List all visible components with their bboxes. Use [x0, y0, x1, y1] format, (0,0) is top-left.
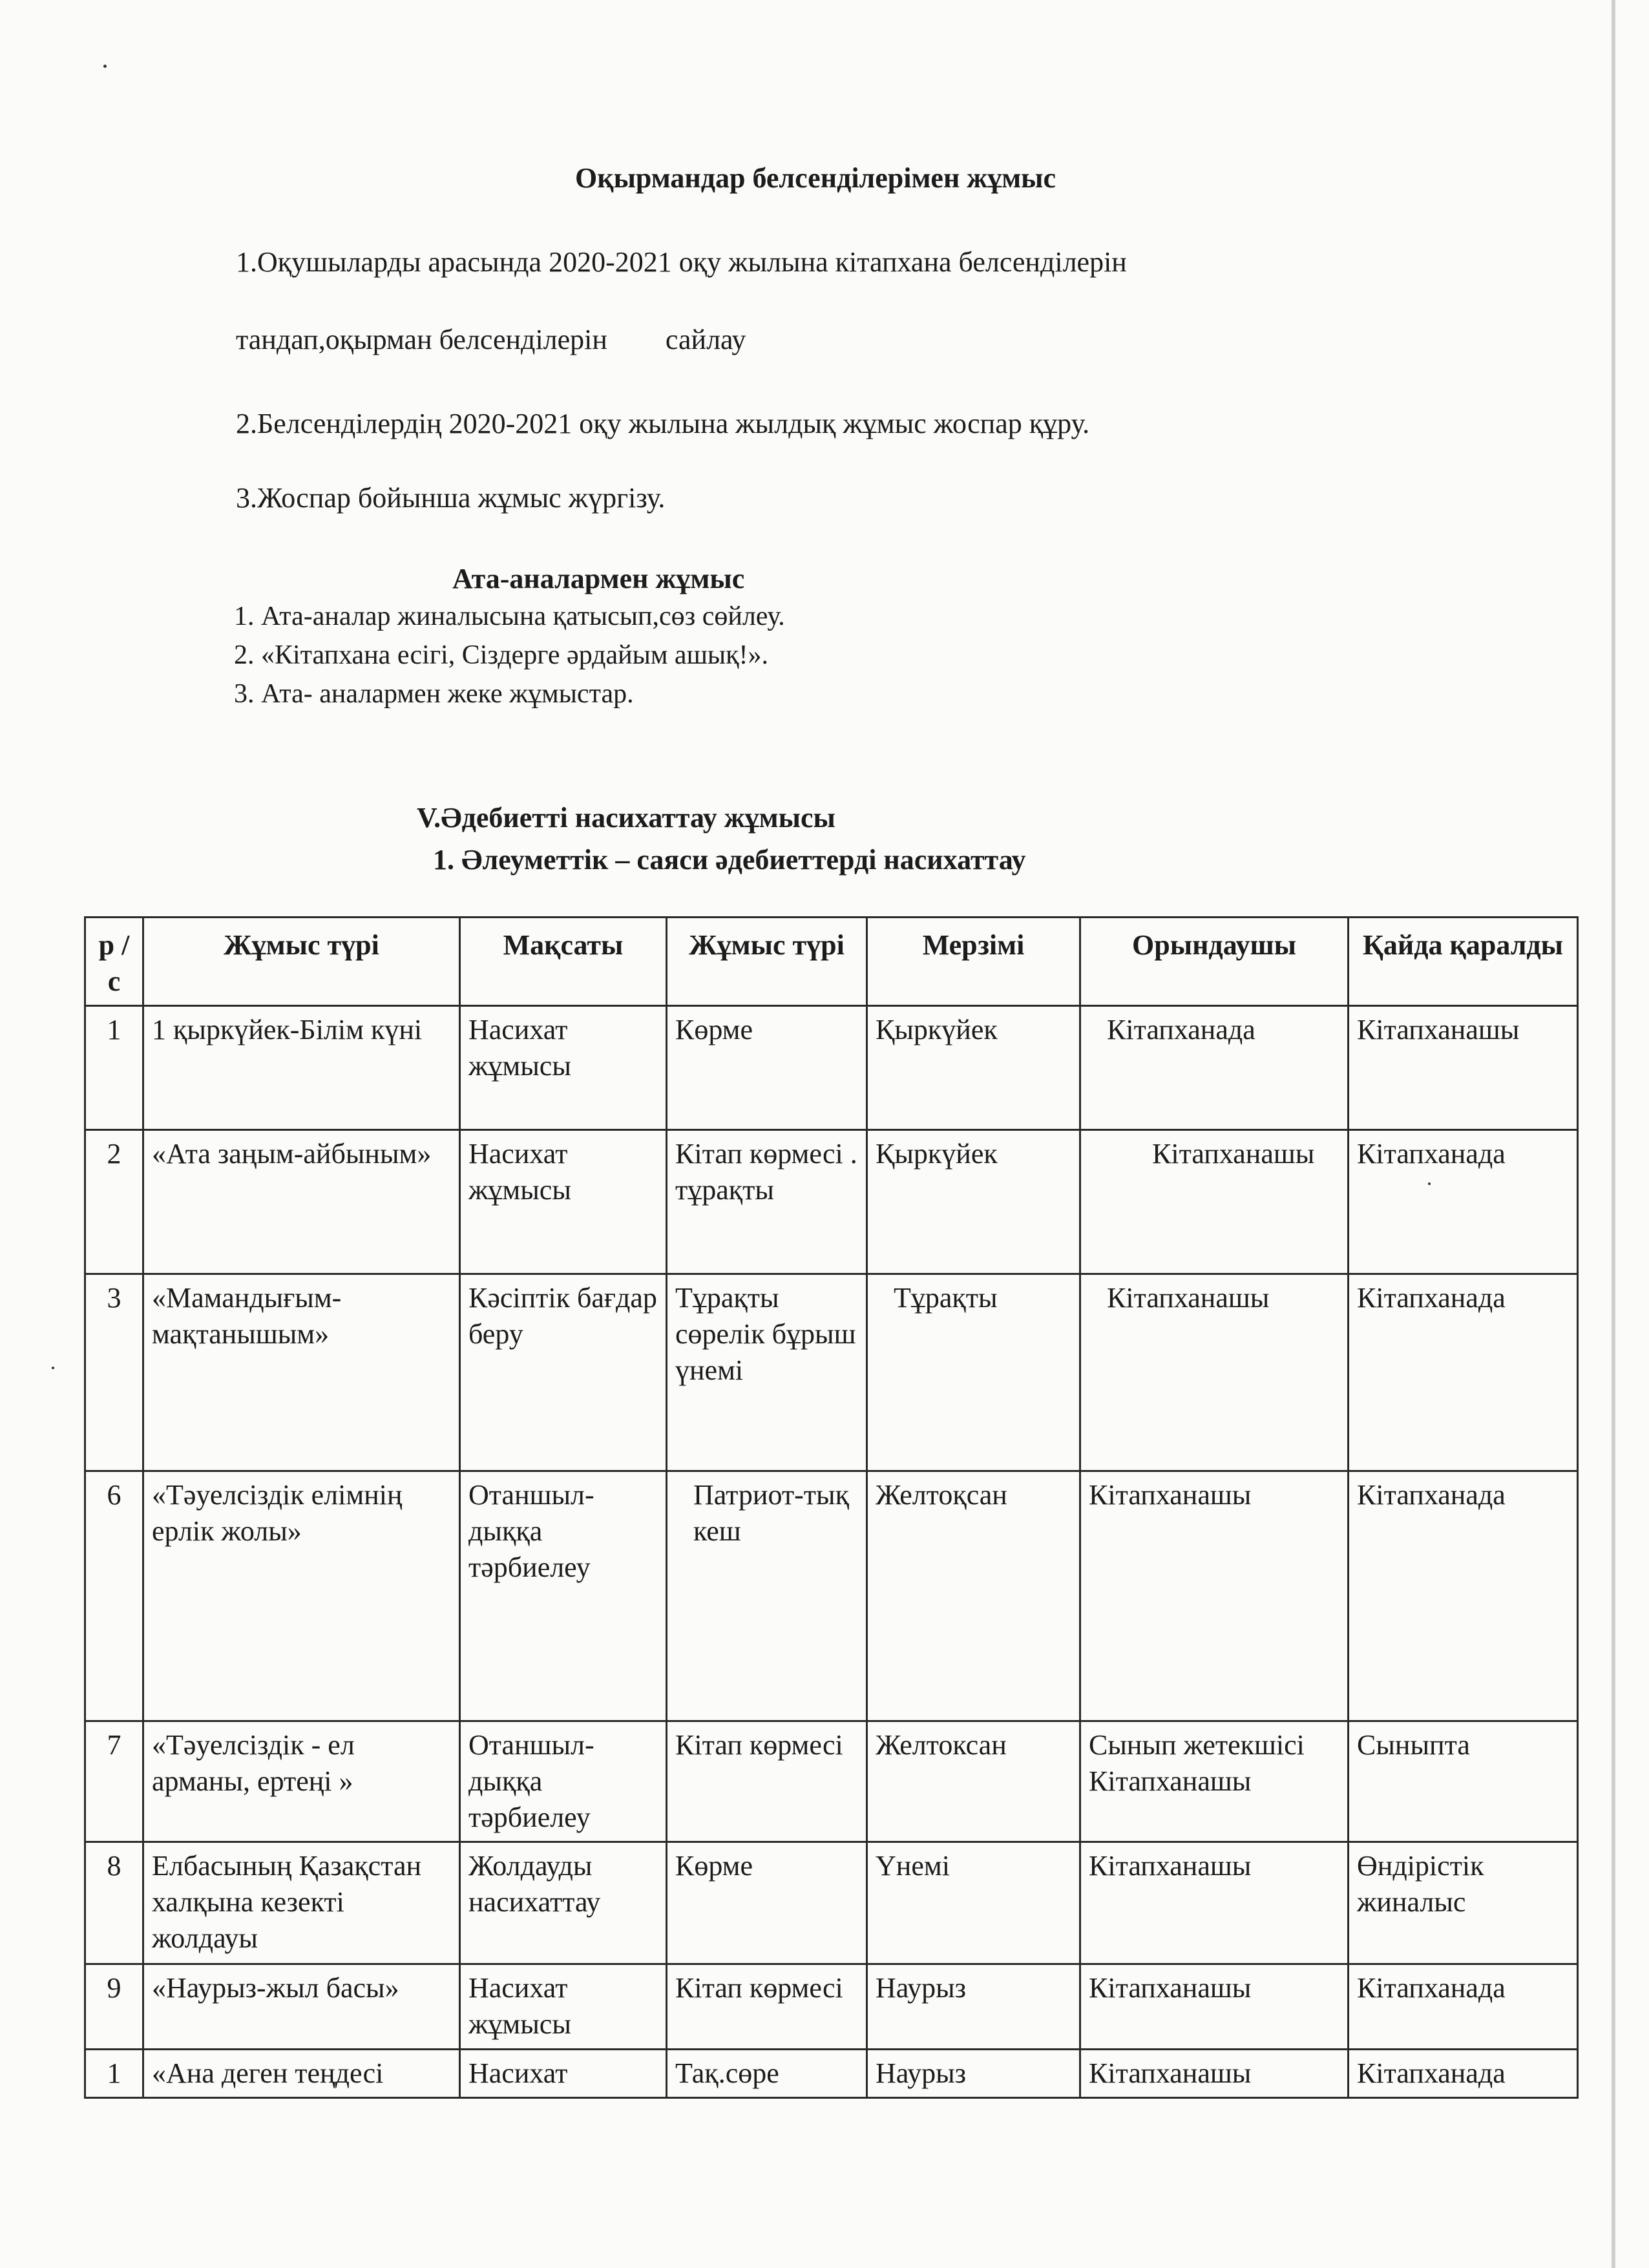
cell-work-title: «Ата заңым-айбыным»: [143, 1130, 460, 1274]
cell-work-title: 1 қыркүйек-Білім күні: [143, 1006, 460, 1130]
section-literature-title: V.Әдебиетті насихаттау жұмысы: [417, 802, 835, 834]
cell-work-type: Көрме: [667, 1842, 867, 1964]
cell-reviewed-at: Кітапханада: [1349, 1964, 1578, 2050]
section-readers-title: Оқырмандар белсенділерімен жұмыс: [575, 162, 1056, 194]
parents-item-3: 3. Ата- аналармен жеке жұмыстар.: [234, 679, 634, 709]
cell-reviewed-at: Кітапханада: [1349, 1274, 1578, 1471]
readers-item-1b-part2: сайлау: [665, 324, 746, 355]
cell-reviewed-at: Сыныпта: [1349, 1721, 1578, 1842]
table-row: [85, 1842, 1578, 1964]
cell-period: Желтоксан: [867, 1721, 1080, 1842]
table-row: [85, 1130, 1578, 1274]
cell-executor: Сынып жетекшісі Кітапханашы: [1080, 1721, 1349, 1842]
table-header-row: [85, 918, 1578, 1006]
cell-work-type: Патриот-тық кеш: [667, 1471, 867, 1721]
cell-work-type: Тақ.сөре: [667, 2050, 867, 2098]
cell-work-type: Кітап көрмесі . тұрақты: [667, 1130, 867, 1274]
readers-item-1b: [236, 323, 746, 356]
cell-purpose: Кәсіптік бағдар беру: [460, 1274, 667, 1471]
cell-work-type: Көрме: [667, 1006, 867, 1130]
table-row: [85, 1471, 1578, 1721]
cell-executor: Кітапханашы: [1080, 1964, 1349, 2050]
cell-period: Қыркүйек: [867, 1130, 1080, 1274]
scan-edge: [1612, 0, 1615, 2268]
cell-period: Үнемі: [867, 1842, 1080, 1964]
cell-work-title: Елбасының Қазақстан халқына кезекті жолдауы: [143, 1842, 460, 1964]
cell-purpose: Насихат: [460, 2050, 667, 2098]
cell-number: 8: [85, 1842, 143, 1964]
header-period: Мерзімі: [867, 918, 1080, 1006]
cell-work-type: Тұрақты сөрелік бұрыш үнемі: [667, 1274, 867, 1471]
cell-executor: Кітапханашы: [1080, 1842, 1349, 1964]
cell-number: 9: [85, 1964, 143, 2050]
cell-number: 1: [85, 2050, 143, 2098]
cell-executor: Кітапханада: [1080, 1006, 1349, 1130]
parents-item-1: 1. Ата-аналар жиналысына қатысып,сөз сөйлеу.: [234, 602, 785, 631]
cell-work-title: «Мамандығым-мақтанышым»: [143, 1274, 460, 1471]
cell-work-title: «Наурыз-жыл басы»: [143, 1964, 460, 2050]
header-work-type: Жұмыс түрі: [667, 918, 867, 1006]
cell-reviewed-at: Кітапханашы: [1349, 1006, 1578, 1130]
header-work-title: Жұмыс түрі: [143, 918, 460, 1006]
cell-purpose: Насихат жұмысы: [460, 1130, 667, 1274]
cell-reviewed-at: Өндірістік жиналыс: [1349, 1842, 1578, 1964]
parents-item-2: 2. «Кітапхана есігі, Сіздерге әрдайым ашық!».: [234, 640, 769, 670]
table-row: [85, 2050, 1578, 2098]
cell-reviewed-at: Кітапханада: [1349, 1130, 1578, 1274]
cell-number: 1: [85, 1006, 143, 1130]
cell-number: 2: [85, 1130, 143, 1274]
cell-number: 6: [85, 1471, 143, 1721]
cell-period: Наурыз: [867, 2050, 1080, 2098]
cell-executor: Кітапханашы: [1080, 1130, 1349, 1274]
header-executor: Орындаушы: [1080, 918, 1349, 1006]
header-reviewed-at: Қайда қаралды: [1349, 918, 1578, 1006]
cell-number: 3: [85, 1274, 143, 1471]
table-row: [85, 1274, 1578, 1471]
cell-reviewed-at: Кітапханада: [1349, 1471, 1578, 1721]
cell-executor: Кітапханашы: [1080, 1471, 1349, 1721]
cell-purpose: Отаншыл-дыққа тәрбиелеу: [460, 1471, 667, 1721]
cell-period: Наурыз: [867, 1964, 1080, 2050]
cell-period: Тұрақты: [867, 1274, 1080, 1471]
table-row: [85, 1964, 1578, 2050]
readers-item-1a: 1.Оқушыларды арасында 2020-2021 оқу жылына кітапхана белсенділерін: [236, 246, 1127, 278]
cell-reviewed-at: Кітапханада: [1349, 2050, 1578, 2098]
cell-executor: Кітапханашы: [1080, 2050, 1349, 2098]
cell-executor: Кітапханашы: [1080, 1274, 1349, 1471]
cell-number: 7: [85, 1721, 143, 1842]
cell-period: Қыркүйек: [867, 1006, 1080, 1130]
cell-period: Желтоқсан: [867, 1471, 1080, 1721]
cell-work-title: «Тәуелсіздік - ел арманы, ертеңі »: [143, 1721, 460, 1842]
readers-item-1b-part1: тандап,оқырман белсенділерін: [236, 324, 607, 355]
cell-purpose: Отаншыл-дыққа тәрбиелеу: [460, 1721, 667, 1842]
table-row: [85, 1721, 1578, 1842]
readers-item-3: 3.Жоспар бойынша жұмыс жүргізу.: [236, 482, 666, 514]
scan-speck: [103, 65, 107, 68]
readers-item-2: 2.Белсенділердің 2020-2021 оқу жылына жылдық жұмыс жоспар құру.: [236, 408, 1090, 439]
literature-plan-table: [84, 916, 1579, 2099]
header-purpose: Мақсаты: [460, 918, 667, 1006]
cell-purpose: Насихат жұмысы: [460, 1006, 667, 1130]
header-number: р /с: [85, 918, 143, 1006]
cell-work-title: «Ана деген теңдесі: [143, 2050, 460, 2098]
cell-work-title: «Тәуелсіздік елімнің ерлік жолы»: [143, 1471, 460, 1721]
cell-work-type: Кітап көрмесі: [667, 1964, 867, 2050]
scan-speck: [52, 1367, 54, 1369]
cell-work-type: Кітап көрмесі: [667, 1721, 867, 1842]
section-literature-subtitle: 1. Әлеуметтік – саяси әдебиеттерді насихаттау: [433, 844, 1026, 876]
cell-purpose: Жолдауды насихаттау: [460, 1842, 667, 1964]
section-parents-title: Ата-аналармен жұмыс: [452, 563, 745, 594]
table-row: [85, 1006, 1578, 1130]
cell-purpose: Насихат жұмысы: [460, 1964, 667, 2050]
